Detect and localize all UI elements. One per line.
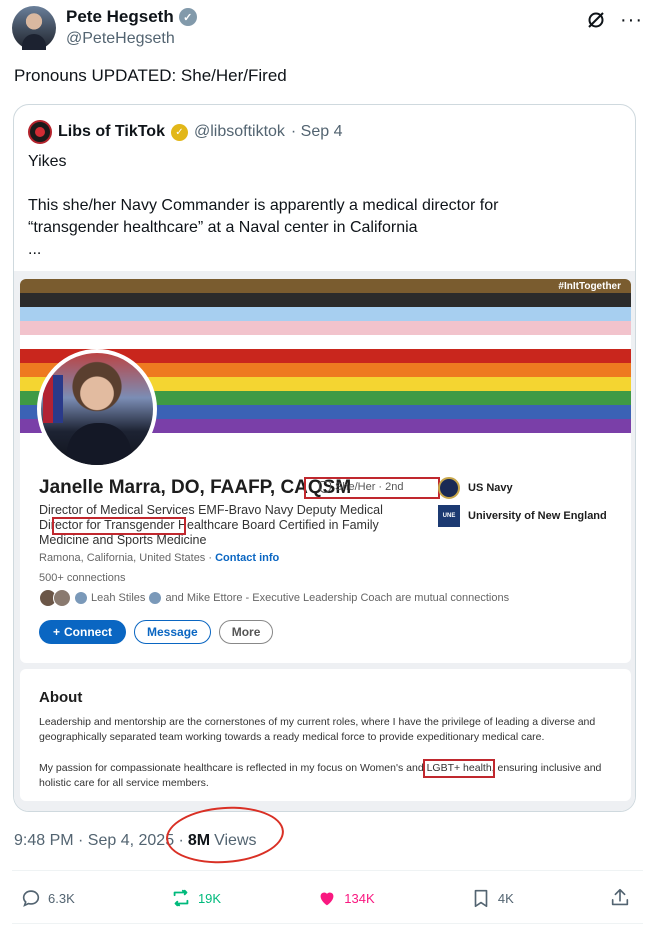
about-section [20, 669, 631, 801]
reply-icon [20, 887, 42, 909]
bookmark-icon [470, 887, 492, 909]
mutual-connections [39, 589, 509, 607]
quoted-post[interactable] [13, 104, 636, 812]
action-bar [20, 884, 631, 912]
share-button[interactable] [609, 887, 631, 909]
views-label: Views [214, 832, 257, 849]
views-count[interactable]: 8M [187, 832, 211, 849]
quoted-line-4: ... [28, 241, 42, 258]
attached-image[interactable] [14, 271, 635, 811]
org1-label: US Navy [468, 482, 513, 494]
quoted-post-date: · Sep 4 [290, 123, 343, 140]
grok-icon[interactable] [586, 10, 606, 30]
org-une [438, 505, 607, 527]
more-button: More [219, 620, 274, 644]
connect-button [39, 620, 126, 644]
author-avatar[interactable] [12, 6, 56, 50]
quoted-line-2: This she/her Navy Commander is apparently a medical director for [28, 197, 499, 214]
about-paragraph-2: My passion for compassionate healthcare is reflected in my focus on Women's and LGBT+ health, ensuring inclusive and holistic care for all service members. [39, 762, 602, 789]
quoted-line-3: “transgender healthcare” at a Naval center in California [28, 219, 418, 236]
post-timestamp[interactable]: 9:48 PM · Sep 4, 2025 · [14, 832, 184, 849]
contact-info-link: Contact info [215, 552, 280, 564]
banner-hashtag: #InItTogether [558, 281, 621, 292]
author-name[interactable]: Pete Hegseth [66, 7, 174, 26]
profile-connections: 500+ connections [39, 572, 126, 584]
profile-name: Janelle Marra, DO, FAAFP, CAQSM [39, 477, 352, 498]
mutual-rest: and Mike Ettore - Executive Leadership Coach are mutual connections [165, 592, 510, 604]
verified-badge-icon: ✓ [179, 8, 197, 26]
like-button[interactable] [316, 887, 374, 909]
gold-verified-badge-icon: ✓ [171, 124, 188, 141]
quoted-post-header [28, 120, 343, 144]
mutual-mini-avatar-2 [149, 592, 161, 604]
mutual-mini-avatar [75, 592, 87, 604]
author-name-row[interactable] [66, 7, 197, 27]
banner-stripe [20, 279, 631, 293]
post-text: Pronouns UPDATED: She/Her/Fired [14, 66, 287, 85]
reply-count: 6.3K [48, 890, 75, 906]
repost-icon [170, 887, 192, 909]
about-title: About [39, 689, 83, 706]
quoted-author-name: Libs of TikTok [58, 123, 165, 140]
add-person-icon: + [53, 625, 61, 639]
reply-button[interactable] [20, 887, 75, 909]
connect-label: Connect [64, 625, 113, 639]
linkedin-profile-card [20, 279, 631, 663]
profile-location [39, 552, 279, 564]
quoted-post-text [28, 151, 618, 261]
post-header [12, 6, 643, 56]
about-paragraph-1: Leadership and mentorship are the cornerstones of my current roles, where I have the privilege of leading a diverse and geographically separated team working towards a ready medical force to provide expeditionary medical care. [39, 716, 596, 743]
banner-stripe [20, 307, 631, 321]
headline-line-1: Director of Medical Services EMF-Bravo Navy Deputy Medical Director [39, 503, 383, 532]
profile-photo [37, 349, 157, 469]
message-button: Message [134, 620, 211, 644]
quoted-line-1: Yikes [28, 153, 67, 170]
us-navy-logo-icon [438, 477, 460, 499]
share-icon [609, 887, 631, 909]
bottom-divider [12, 923, 643, 924]
divider [12, 870, 643, 871]
highlight-box-transgender [52, 517, 186, 535]
headline-for: for [86, 518, 101, 532]
pronouns-text: She/Her · 2nd [335, 481, 404, 493]
mutual-name-1: Leah Stiles [91, 592, 146, 604]
banner-stripe [20, 335, 631, 349]
org-us-navy [438, 477, 513, 499]
author-handle[interactable]: @PeteHegseth [66, 30, 175, 47]
heart-icon [316, 887, 338, 909]
highlight-box-pronouns [304, 477, 440, 499]
headline-highlight: Transgender Healthcare [104, 518, 239, 532]
org2-label: University of New England [468, 510, 607, 522]
repost-count: 19K [197, 890, 222, 906]
profile-buttons [39, 620, 273, 644]
banner-stripe [20, 293, 631, 307]
bookmark-button[interactable] [470, 887, 514, 909]
banner-stripe [20, 321, 631, 335]
mutual-avatar-2 [53, 589, 71, 607]
highlight-box-lgbt [423, 759, 495, 778]
headline-rest: Board Certified in Family Medicine and Sports Medicine [39, 518, 379, 547]
views-annotation-circle [164, 803, 286, 867]
une-logo-icon: UNE [438, 505, 460, 527]
quoted-author-avatar [28, 120, 52, 144]
repost-button[interactable] [170, 887, 221, 909]
location-text: Ramona, California, United States · [39, 552, 213, 564]
header-actions [586, 10, 643, 30]
bookmark-count: 4K [497, 890, 514, 906]
like-count: 134K [344, 890, 375, 906]
more-options-icon[interactable]: ··· [620, 9, 643, 31]
quoted-author-handle: @libsoftiktok [193, 123, 285, 140]
